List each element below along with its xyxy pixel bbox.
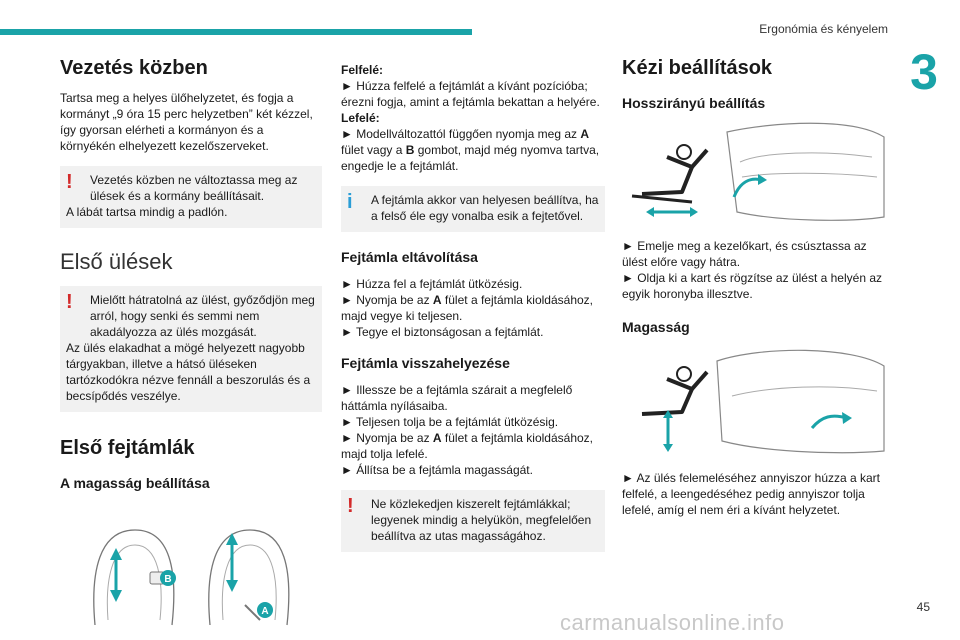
heading-height: Magasság: [622, 319, 690, 335]
height-illustration: [622, 346, 888, 456]
remove-step-3: ► Tegye el biztonságosan a fejtámlát.: [341, 325, 544, 339]
warning-box-headrest: [341, 490, 605, 552]
info-box: [341, 186, 605, 232]
seat-base-lever-illustration: [727, 123, 884, 220]
header-accent-bar: [0, 29, 472, 35]
heading-front-seats: Első ülések: [60, 249, 173, 274]
column-2: [341, 62, 605, 568]
warning-text: Vezetés közben ne változtassa meg az ülések és a kormány beállításait.: [90, 173, 298, 203]
heading-refit-headrest: Fejtámla visszahelyezése: [341, 355, 510, 371]
heading-driving: Vezetés közben: [60, 57, 208, 79]
watermark: carmanualsonline.info: [560, 610, 785, 635]
down-text: ► Modellváltozattól függően nyomja meg az A fület vagy a B gombot, majd még nyomva tartva, engedje le a fejtámlát.: [341, 127, 600, 173]
headrest-right: [209, 530, 289, 625]
heading-longitudinal: Hosszirányú beállítás: [622, 95, 766, 111]
up-text: ► Húzza felfelé a fejtámlát a kívánt pozícióba; érezni fogja, amint a fejtámla bekattan a helyére.: [341, 79, 600, 109]
heading-height-adjust: A magasság beállítása: [60, 475, 210, 491]
warning-box-driving: [60, 166, 322, 228]
longitudinal-step-1: ► Emelje meg a kezelőkart, és csúsztassa az ülést előre vagy hátra.: [622, 239, 867, 269]
seat-person-icon: [632, 145, 707, 202]
info-icon: i: [347, 191, 353, 213]
refit-step-1: ► Illessze be a fejtámla szárait a megfelelő háttámla nyílásaiba.: [341, 383, 573, 413]
warning-icon: !: [66, 171, 73, 193]
seat-person-icon: [642, 367, 707, 414]
remove-step-2: ► Nyomja be az A fület a fejtámla kioldásához, majd vegye ki teljesen.: [341, 293, 594, 323]
refit-step-2: ► Teljesen tolja be a fejtámlát ütközésig.: [341, 415, 559, 429]
warning-icon: !: [347, 495, 354, 517]
warning-icon: !: [66, 291, 73, 313]
warning-text: Ne közlekedjen kiszerelt fejtámlákkal; legyenek mindig a helyükön, megfelelően beállítva az utas magasságához.: [371, 497, 592, 543]
headrest-illustration: [60, 510, 322, 630]
seat-side-lever-illustration: [717, 350, 884, 452]
longitudinal-step-2: ► Oldja ki a kart és rögzítse az ülést a helyén az egyik horonyba illesztve.: [622, 271, 882, 301]
heading-headrests: Első fejtámlák: [60, 437, 195, 459]
heading-remove-headrest: Fejtámla eltávolítása: [341, 249, 478, 265]
down-title: Lefelé:: [341, 111, 380, 125]
refit-step-3: ► Nyomja be az A fület a fejtámla kioldásához, majd tolja lefelé.: [341, 431, 594, 461]
info-text: A fejtámla akkor van helyesen beállítva, ha a felső éle egy vonalba esik a fejtetővel.: [371, 193, 599, 223]
label-a: A: [261, 606, 269, 617]
section-title: Ergonómia és kényelem: [759, 22, 888, 36]
warning-text: Mielőtt hátratolná az ülést, győződjön meg arról, hogy senki és semmi nem akadályozza az ülés mozgását.: [90, 293, 315, 339]
headrest-left: [94, 530, 176, 625]
warning-text: A lábát tartsa mindig a padlón.: [66, 205, 228, 219]
label-b: B: [164, 574, 172, 585]
column-3: [622, 56, 888, 518]
double-arrow-vertical-icon: [663, 410, 673, 452]
double-arrow-horizontal-icon: [646, 207, 698, 217]
remove-step-1: ► Húzza fel a fejtámlát ütközésig.: [341, 277, 523, 291]
up-title: Felfelé:: [341, 63, 384, 77]
warning-box-seats: [60, 286, 322, 412]
warning-text: Az ülés elakadhat a mögé helyezett nagyobb tárgyakban, illetve a hátsó üléseken tartózkodókra nézve fennáll a beszorulás és a becsípődés veszélye.: [66, 341, 311, 403]
refit-step-4: ► Állítsa be a fejtámla magasságát.: [341, 463, 533, 477]
chapter-number: 3: [888, 40, 960, 104]
heading-manual-adjust: Kézi beállítások: [622, 57, 773, 79]
driving-paragraph: Tartsa meg a helyes ülőhelyzetet, és fogja a kormányt „9 óra 15 perc helyzetben” két kézzel, így gyorsan elérheti a kormányon és a környékén elhelyezett kezelőszerveket.: [60, 91, 313, 153]
height-step-1: ► Az ülés felemeléséhez annyiszor húzza a kart felfelé, a leengedéséhez pedig annyiszor tolja lefelé, amíg el nem éri a kívánt helyzetet.: [622, 471, 881, 517]
column-1: [60, 56, 322, 634]
longitudinal-illustration: [622, 122, 888, 222]
page-number: 45: [916, 600, 930, 614]
